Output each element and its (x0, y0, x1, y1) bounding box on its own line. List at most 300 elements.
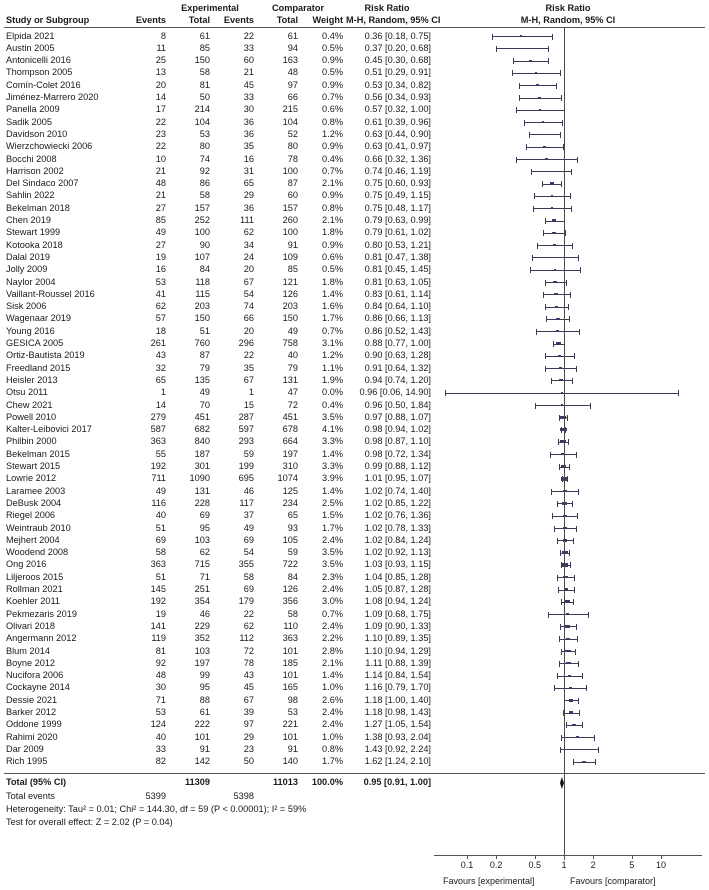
effect-marker (568, 675, 571, 677)
cell-comp-events: 24 (243, 251, 254, 262)
header-risk-ratio-method: M-H, Random, 95% CI (346, 15, 441, 25)
cell-study-name: Wagenaar 2019 (6, 313, 72, 324)
cell-exp-total: 80 (199, 141, 210, 152)
cell-weight: 1.4% (322, 670, 343, 681)
cell-study-name: Barker 2012 (6, 707, 57, 717)
cell-comp-total: 121 (282, 276, 298, 287)
cell-comp-total: 101 (282, 731, 298, 742)
cell-comp-total: 197 (282, 448, 298, 459)
cell-comp-events: 67 (243, 276, 254, 287)
ci-cap (566, 722, 567, 728)
cell-study-name: Mejhert 2004 (6, 534, 60, 545)
cell-exp-total: 187 (194, 448, 210, 459)
cell-exp-events: 14 (155, 399, 166, 410)
cell-comp-total: 722 (282, 559, 298, 570)
cell-risk-ratio-ci: 0.80 [0.53, 1.21] (364, 239, 431, 250)
cell-study-name: Young 2016 (6, 325, 55, 336)
cell-comp-total: 93 (287, 522, 298, 533)
ci-cap (568, 304, 569, 310)
cell-comp-total: 91 (287, 743, 298, 754)
cell-weight: 3.3% (322, 436, 343, 447)
cell-comp-total: 260 (282, 215, 298, 225)
cell-study-name: Rahimi 2020 (6, 731, 58, 742)
cell-risk-ratio-ci: 1.14 [0.84, 1.54] (364, 670, 431, 681)
cell-exp-events: 48 (155, 178, 166, 189)
cell-comp-events: 179 (238, 596, 254, 607)
cell-comp-total: 65 (287, 510, 298, 521)
ci-cap (569, 316, 570, 322)
cell-study-name: Wierzchowiecki 2006 (6, 141, 93, 152)
axis-tick-label: 2 (590, 860, 596, 870)
cell-study-name: Bekelman 2015 (6, 448, 70, 459)
axis-tick (535, 855, 536, 859)
ci-cap (561, 599, 562, 605)
cell-exp-total: 354 (194, 596, 210, 607)
cell-weight: 1.6% (322, 301, 343, 312)
cell-comp-events: 35 (243, 141, 254, 152)
cell-study-name: Powell 2010 (6, 411, 57, 422)
cell-exp-total: 61 (199, 30, 210, 41)
cell-exp-total: 222 (194, 719, 210, 730)
cell-comp-events: 67 (243, 694, 254, 705)
cell-exp-total: 84 (199, 264, 210, 275)
ci-cap (552, 34, 553, 40)
effect-marker (551, 195, 554, 197)
axis-tick-label: 10 (655, 860, 667, 870)
cell-risk-ratio-ci: 1.11 [0.88, 1.39] (365, 657, 431, 668)
cell-risk-ratio-ci: 0.81 [0.45, 1.45] (364, 264, 431, 275)
cell-risk-ratio-ci: 1.09 [0.90, 1.33] (364, 620, 431, 631)
axis-tick (661, 855, 662, 859)
cell-comp-total: 126 (282, 288, 298, 299)
cell-exp-events: 57 (155, 313, 166, 324)
cell-exp-total: 251 (194, 584, 210, 594)
ci-cap (594, 735, 595, 741)
ci-cap (582, 673, 583, 679)
cell-comp-events: 22 (243, 30, 254, 41)
cell-study-name: Boyne 2012 (6, 657, 56, 668)
cell-exp-total: 92 (199, 165, 210, 176)
cell-risk-ratio-ci: 0.91 [0.64, 1.32] (364, 362, 431, 373)
cell-comp-total: 40 (287, 350, 298, 361)
cell-risk-ratio-ci: 0.79 [0.63, 0.99] (364, 215, 431, 225)
ci-cap (578, 698, 579, 704)
cell-weight: 2.4% (322, 719, 343, 730)
axis-tick-label: 5 (629, 860, 635, 870)
cell-risk-ratio-ci: 0.63 [0.41, 0.97] (364, 141, 431, 152)
ci-cap (546, 316, 547, 322)
ci-cap (573, 599, 574, 605)
cell-comp-events: 33 (243, 92, 254, 102)
cell-exp-total: 58 (199, 67, 210, 78)
total-label: Total (95% CI) (6, 777, 67, 787)
effect-marker (545, 158, 547, 160)
cell-comp-total: 49 (287, 325, 298, 336)
cell-risk-ratio-ci: 0.98 [0.94, 1.02] (364, 424, 431, 435)
cell-weight: 0.9% (322, 239, 343, 250)
cell-study-name: Kalter-Leibovici 2017 (6, 424, 92, 435)
ci-cap (551, 378, 552, 384)
cell-weight: 1.0% (322, 731, 343, 742)
ci-cap (570, 292, 571, 298)
cell-exp-events: 43 (155, 350, 166, 361)
cell-exp-total: 103 (194, 534, 210, 545)
cell-weight: 0.7% (322, 165, 343, 176)
cell-exp-events: 22 (155, 141, 166, 152)
cell-risk-ratio-ci: 1.04 [0.85, 1.28] (364, 571, 431, 582)
ci-cap (548, 58, 549, 64)
cell-weight: 2.4% (322, 620, 343, 631)
effect-marker (582, 761, 586, 763)
cell-comp-events: 293 (238, 436, 254, 447)
cell-comp-total: 47 (287, 387, 298, 398)
cell-comp-total: 104 (282, 116, 298, 127)
cell-comp-total: 310 (282, 461, 298, 471)
cell-exp-events: 53 (155, 707, 166, 717)
cell-risk-ratio-ci: 1.01 [0.95, 1.07] (364, 473, 431, 484)
ci-cap (548, 46, 549, 52)
cell-risk-ratio-ci: 1.02 [0.76, 1.36] (364, 510, 431, 521)
cell-comp-events: 60 (243, 55, 254, 66)
ci-cap (534, 193, 535, 199)
total-effect: 0.95 [0.91, 1.00] (363, 777, 431, 787)
cell-risk-ratio-ci: 0.66 [0.32, 1.36] (364, 153, 431, 164)
cell-study-name: Pekmezaris 2019 (6, 608, 77, 619)
cell-exp-events: 116 (151, 497, 166, 508)
cell-comp-events: 67 (243, 374, 254, 385)
cell-risk-ratio-ci: 0.74 [0.46, 1.19] (364, 165, 431, 176)
ci-cap (575, 649, 576, 655)
cell-comp-total: 215 (282, 104, 298, 115)
cell-risk-ratio-ci: 0.94 [0.74, 1.20] (364, 374, 431, 385)
cell-study-name: Davidson 2010 (6, 128, 68, 139)
ci-cap (577, 513, 578, 519)
cell-exp-total: 69 (199, 510, 210, 521)
cell-comp-events: 36 (243, 128, 254, 139)
ci-cap (572, 378, 573, 384)
cell-exp-total: 150 (194, 313, 210, 324)
ci-cap (552, 513, 553, 519)
cell-risk-ratio-ci: 0.96 [0.06, 14.90] (359, 387, 431, 398)
cell-comp-events: 97 (243, 719, 254, 730)
cell-weight: 1.0% (322, 682, 343, 693)
effect-marker (561, 392, 563, 394)
ci-cap (572, 243, 573, 249)
axis-tick (467, 855, 468, 859)
cell-weight: 3.3% (322, 461, 343, 471)
cell-exp-events: 23 (155, 128, 166, 139)
total-exp-n: 11309 (184, 777, 210, 787)
cell-exp-events: 124 (150, 719, 166, 730)
cell-weight: 1.4% (322, 288, 343, 299)
ci-cap (542, 181, 543, 187)
cell-exp-total: 107 (194, 251, 210, 262)
axis-tick (593, 855, 594, 859)
cell-exp-total: 79 (199, 362, 210, 373)
ci-cap (678, 390, 679, 396)
ci-cap (545, 280, 546, 286)
cell-risk-ratio-ci: 1.03 [0.93, 1.15] (364, 559, 431, 570)
cell-comp-events: 30 (243, 104, 254, 115)
header-exp-total: Total (188, 15, 210, 25)
ci-cap (560, 70, 561, 76)
ci-cap (566, 280, 567, 286)
cell-exp-events: 18 (155, 325, 166, 336)
ci-cap (570, 193, 571, 199)
favours-comparator-label: Favours [comparator] (570, 876, 656, 886)
cell-comp-total: 163 (282, 55, 298, 66)
total-comp-n: 11013 (272, 777, 298, 787)
ci-cap (582, 722, 583, 728)
cell-exp-events: 17 (155, 104, 166, 115)
cell-comp-events: 296 (238, 338, 254, 348)
effect-marker (558, 355, 561, 357)
cell-risk-ratio-ci: 0.75 [0.60, 0.93] (364, 178, 431, 189)
effect-marker (536, 84, 539, 86)
cell-comp-events: 72 (243, 645, 254, 656)
effect-marker (535, 72, 537, 74)
cell-study-name: Dar 2009 (6, 743, 44, 754)
cell-risk-ratio-ci: 0.61 [0.39, 0.96] (364, 116, 431, 127)
cell-study-name: Freedland 2015 (6, 362, 71, 373)
cell-risk-ratio-ci: 1.10 [0.89, 1.35] (364, 633, 431, 644)
cell-study-name: Chen 2019 (6, 215, 51, 225)
cell-risk-ratio-ci: 0.56 [0.34, 0.93] (364, 92, 431, 102)
cell-comp-total: 66 (287, 92, 298, 102)
cell-exp-events: 51 (155, 571, 166, 582)
ci-cap (578, 489, 579, 495)
cell-exp-total: 86 (199, 178, 210, 189)
cell-weight: 1.7% (322, 756, 343, 767)
cell-study-name: Dalal 2019 (6, 251, 50, 262)
ci-cap (570, 562, 571, 568)
cell-exp-total: 760 (194, 338, 210, 348)
cell-exp-total: 70 (199, 399, 210, 410)
ci-cap (516, 107, 517, 113)
cell-weight: 1.4% (322, 485, 343, 496)
cell-exp-events: 145 (150, 584, 166, 594)
cell-risk-ratio-ci: 0.97 [0.88, 1.07] (364, 411, 431, 422)
cell-comp-total: 52 (287, 128, 298, 139)
cell-study-name: Bocchi 2008 (6, 153, 57, 164)
cell-comp-events: 62 (243, 227, 254, 238)
cell-comp-events: 66 (243, 313, 254, 324)
ci-cap (559, 661, 560, 667)
cell-exp-events: 19 (155, 251, 166, 262)
overall-effect-text: Test for overall effect: Z = 2.02 (P = 0.04) (6, 817, 173, 827)
cell-study-name: Thompson 2005 (6, 67, 73, 78)
total-weight: 100.0% (311, 777, 343, 787)
cell-exp-total: 91 (199, 743, 210, 754)
ci-cap (569, 464, 570, 470)
cell-study-name: Cockayne 2014 (6, 682, 70, 693)
effect-marker (521, 48, 523, 50)
cell-comp-events: 20 (243, 264, 254, 275)
cell-weight: 2.8% (322, 645, 343, 656)
cell-exp-total: 58 (199, 190, 210, 201)
cell-comp-total: 110 (283, 620, 298, 631)
ci-cap (561, 181, 562, 187)
header-comp-events: Events (223, 15, 254, 25)
cell-exp-events: 71 (155, 694, 166, 705)
ci-cap (590, 403, 591, 409)
favours-experimental-label: Favours [experimental] (443, 876, 535, 886)
cell-weight: 1.8% (322, 276, 343, 287)
ci-cap (578, 255, 579, 261)
cell-risk-ratio-ci: 1.02 [0.74, 1.40] (364, 485, 431, 496)
cell-exp-events: 51 (155, 522, 166, 533)
cell-study-name: Elpida 2021 (6, 30, 55, 41)
cell-exp-events: 32 (155, 362, 166, 373)
cell-study-name: Naylor 2004 (6, 276, 56, 287)
ci-cap (513, 58, 514, 64)
cell-exp-total: 53 (199, 128, 210, 139)
cell-study-name: Liljeroos 2015 (6, 571, 64, 582)
cell-exp-total: 49 (199, 387, 210, 398)
ci-cap (550, 452, 551, 458)
cell-comp-events: 39 (243, 707, 254, 717)
cell-weight: 2.1% (322, 178, 343, 189)
heterogeneity-text: Heterogeneity: Tau² = 0.01; Chi² = 144.30, df = 59 (P < 0.00001); I² = 59% (6, 804, 307, 814)
cell-exp-total: 50 (199, 92, 210, 102)
cell-exp-events: 49 (155, 227, 166, 238)
cell-study-name: Chew 2021 (6, 399, 53, 410)
ci-cap (574, 575, 575, 581)
cell-study-name: Sahlin 2022 (6, 190, 55, 201)
ci-cap (512, 70, 513, 76)
ci-cap (580, 267, 581, 273)
cell-comp-events: 31 (243, 165, 254, 176)
cell-comp-events: 36 (243, 116, 254, 127)
cell-exp-total: 840 (194, 436, 210, 447)
null-effect-line (564, 27, 565, 860)
cell-exp-events: 25 (155, 55, 166, 66)
cell-weight: 0.5% (322, 264, 343, 275)
cell-comp-total: 59 (287, 547, 298, 558)
cell-weight: 3.1% (322, 338, 343, 348)
cell-study-name: Blum 2014 (6, 645, 50, 656)
cell-weight: 1.4% (322, 448, 343, 459)
ci-cap (532, 255, 533, 261)
cell-study-name: Woodend 2008 (6, 547, 69, 558)
cell-risk-ratio-ci: 0.51 [0.29, 0.91] (364, 67, 431, 78)
header-risk-ratio: Risk Ratio (364, 3, 410, 13)
axis-tick-label: 0.5 (528, 860, 542, 870)
ci-cap (530, 267, 531, 273)
cell-comp-events: 21 (243, 67, 254, 78)
cell-exp-events: 81 (155, 645, 166, 656)
cell-weight: 3.0% (322, 596, 343, 607)
cell-exp-total: 682 (194, 424, 210, 435)
ci-cap (586, 685, 587, 691)
cell-comp-total: 109 (282, 251, 298, 262)
ci-cap (526, 144, 527, 150)
ci-cap (545, 366, 546, 372)
cell-risk-ratio-ci: 0.88 [0.77, 1.00] (364, 338, 431, 348)
ci-cap (573, 759, 574, 765)
ci-cap (545, 353, 546, 359)
cell-exp-events: 192 (150, 461, 166, 471)
cell-comp-events: 45 (243, 682, 254, 693)
cell-exp-events: 92 (155, 657, 166, 668)
ci-cap (577, 636, 578, 642)
cell-exp-total: 85 (199, 42, 210, 53)
axis-tick-label: 0.2 (489, 860, 503, 870)
cell-exp-total: 46 (199, 608, 210, 619)
cell-comp-total: 678 (282, 424, 298, 435)
effect-marker (566, 662, 570, 664)
cell-study-name: Comín-Colet 2016 (6, 79, 81, 90)
cell-risk-ratio-ci: 1.05 [0.87, 1.28] (364, 584, 431, 594)
cell-comp-events: 59 (243, 448, 254, 459)
ci-cap (571, 169, 572, 175)
cell-comp-total: 78 (287, 153, 298, 164)
header-comp-total: Total (276, 15, 298, 25)
cell-exp-events: 1 (160, 387, 166, 398)
header-weight: Weight (312, 15, 343, 25)
effect-marker (569, 699, 574, 702)
cell-exp-total: 229 (194, 620, 210, 631)
cell-weight: 0.8% (322, 743, 343, 754)
cell-exp-total: 51 (199, 325, 210, 336)
cell-risk-ratio-ci: 0.36 [0.18, 0.75] (364, 30, 431, 41)
cell-comp-total: 98 (287, 694, 298, 705)
ci-cap (519, 95, 520, 101)
cell-exp-events: 119 (151, 633, 166, 644)
cell-exp-events: 13 (155, 67, 166, 78)
cell-exp-total: 301 (194, 461, 210, 471)
cell-weight: 0.5% (322, 42, 343, 53)
effect-marker (538, 97, 540, 99)
cell-comp-events: 199 (238, 461, 254, 471)
cell-comp-events: 111 (240, 215, 254, 225)
cell-exp-events: 55 (155, 448, 166, 459)
cell-weight: 2.3% (322, 571, 343, 582)
cell-study-name: Ong 2016 (6, 559, 47, 570)
ci-cap (537, 243, 538, 249)
cell-risk-ratio-ci: 0.75 [0.49, 1.15] (364, 190, 431, 201)
cell-study-name: Nucifora 2006 (6, 670, 64, 681)
ci-cap (496, 46, 497, 52)
cell-exp-events: 85 (155, 215, 166, 225)
cell-weight: 3.5% (322, 411, 343, 422)
cell-comp-total: 53 (287, 707, 298, 717)
axis-tick (496, 855, 497, 859)
ci-cap (554, 526, 555, 532)
cell-comp-events: 597 (238, 424, 254, 435)
cell-exp-total: 715 (194, 559, 210, 570)
cell-exp-events: 65 (155, 374, 166, 385)
cell-exp-total: 88 (199, 694, 210, 705)
cell-comp-events: 69 (243, 584, 254, 594)
header-plot-method: M-H, Random, 95% CI (520, 15, 616, 25)
cell-weight: 2.2% (322, 633, 343, 644)
cell-exp-total: 142 (194, 756, 210, 767)
cell-exp-events: 279 (150, 411, 166, 422)
cell-weight: 0.9% (322, 55, 343, 66)
cell-comp-total: 758 (282, 338, 298, 348)
cell-risk-ratio-ci: 1.02 [0.78, 1.33] (364, 522, 431, 533)
cell-comp-events: 29 (243, 731, 254, 742)
cell-exp-events: 30 (155, 682, 166, 693)
cell-risk-ratio-ci: 0.57 [0.32, 1.00] (364, 104, 431, 115)
cell-weight: 1.2% (322, 350, 343, 361)
cell-comp-events: 49 (243, 522, 254, 533)
effect-marker (561, 404, 563, 406)
cell-exp-total: 100 (194, 227, 210, 238)
totals-divider-top (4, 773, 705, 774)
cell-comp-total: 165 (282, 682, 298, 693)
